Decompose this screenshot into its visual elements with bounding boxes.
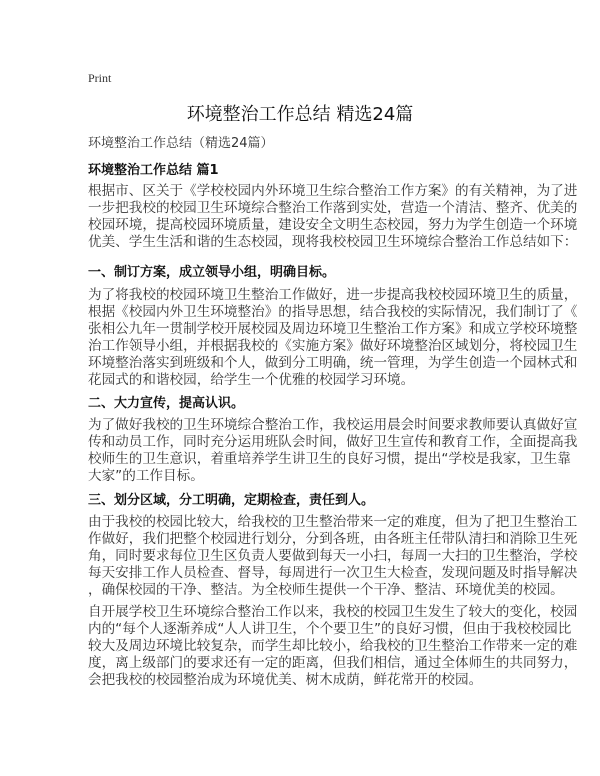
text-line: 根据市、区关于《学校校园内外环境卫生综合整治工作方案》的有关精神，为了进 xyxy=(88,183,578,199)
text-line: 会把我校的校园整治成为环境优美、树木成荫，鲜花常开的校园。 xyxy=(88,672,483,688)
document-subtitle: 环境整治工作总结（精选24篇） xyxy=(88,136,274,151)
text-line: 为了做好我校的卫生环境综合整治工作，我校运用晨会时间要求教师要认真做好宣 xyxy=(88,417,578,433)
heading-2: 二、大力宣传，提高认识。 xyxy=(88,396,245,411)
paragraph-1 xyxy=(88,287,578,389)
text-line: 根据《校园内外卫生环境整治》的指导思想，结合我校的实际情况，我们制订了《 xyxy=(88,304,578,320)
text-line: 优美、学生生活和谐的生态校园，现将我校校园卫生环境综合整治工作总结如下： xyxy=(88,234,578,250)
section-title: 环境整治工作总结 篇1 xyxy=(88,163,219,178)
print-link[interactable]: Print xyxy=(88,71,112,85)
heading-1: 一、制订方案，成立领导小组，明确目标。 xyxy=(88,265,336,280)
text-line: 每天安排工作人员检查、督导，每周进行一次卫生大检查，发现问题及时指导解决 xyxy=(88,565,578,581)
heading-3: 三、划分区域，分工明确，定期检查，责任到人。 xyxy=(88,493,375,508)
paragraph-3 xyxy=(88,514,578,599)
paragraph-4 xyxy=(88,604,578,689)
text-line: 较大及周边环境比较复杂，而学生却比较小，给我校的卫生整治工作带来一定的难 xyxy=(88,638,578,654)
text-line: 一步把我校的校园卫生环境综合整治工作落到实处，营造一个清洁、整齐、优美的 xyxy=(88,200,578,216)
text-line: ，确保校园的干净、整洁。为全校师生提供一个干净、整洁、环境优美的校园。 xyxy=(88,582,564,598)
text-line: 作做好，我们把整个校园进行划分，分到各班，由各班主任带队清扫和消除卫生死 xyxy=(88,531,578,547)
text-line: 由于我校的校园比较大，给我校的卫生整治带来一定的难度，但为了把卫生整治工 xyxy=(88,514,578,530)
text-line: 角，同时要求每位卫生区负责人要做到每天一小扫，每周一大扫的卫生整治，学校 xyxy=(88,548,578,564)
text-line: 大家”的工作目标。 xyxy=(88,468,204,484)
text-line: 校师生的卫生意识，着重培养学生讲卫生的良好习惯，提出“学校是我家，卫生靠 xyxy=(88,451,571,467)
text-line: 内的“每个人逐渐养成“人人讲卫生，个个要卫生”的良好习惯，但由于我校校园比 xyxy=(88,621,572,637)
text-line: 治工作领导小组，并根据我校的《实施方案》做好环境整治区域划分，将校园卫生 xyxy=(88,338,578,354)
document-title: 环境整治工作总结 精选24篇 xyxy=(186,104,414,125)
text-line: 花园式的和谐校园，给学生一个优雅的校园学习环境。 xyxy=(88,372,415,388)
text-line: 传和动员工作，同时充分运用班队会时间，做好卫生宣传和教育工作，全面提高我 xyxy=(88,434,578,450)
text-line: 为了将我校的校园环境卫生整治工作做好，进一步提高我校校园环境卫生的质量， xyxy=(88,287,578,303)
text-line: 自开展学校卫生环境综合整治工作以来，我校的校园卫生发生了较大的变化，校园 xyxy=(88,604,578,620)
paragraph-2 xyxy=(88,417,578,485)
text-line: 张相公九年一贯制学校开展校园及周边环境卫生整治工作方案》和成立学校环境整 xyxy=(88,321,578,337)
text-line: 环境整治落实到班级和个人，做到分工明确，统一管理，为学生创造一个园林式和 xyxy=(88,355,578,371)
text-line: 度，离上级部门的要求还有一定的距离，但我们相信，通过全体师生的共同努力， xyxy=(88,655,578,671)
intro-paragraph xyxy=(88,183,578,251)
text-line: 校园环境，提高校园环境质量，建设安全文明生态校园，努力为学生创造一个环境 xyxy=(88,217,578,233)
